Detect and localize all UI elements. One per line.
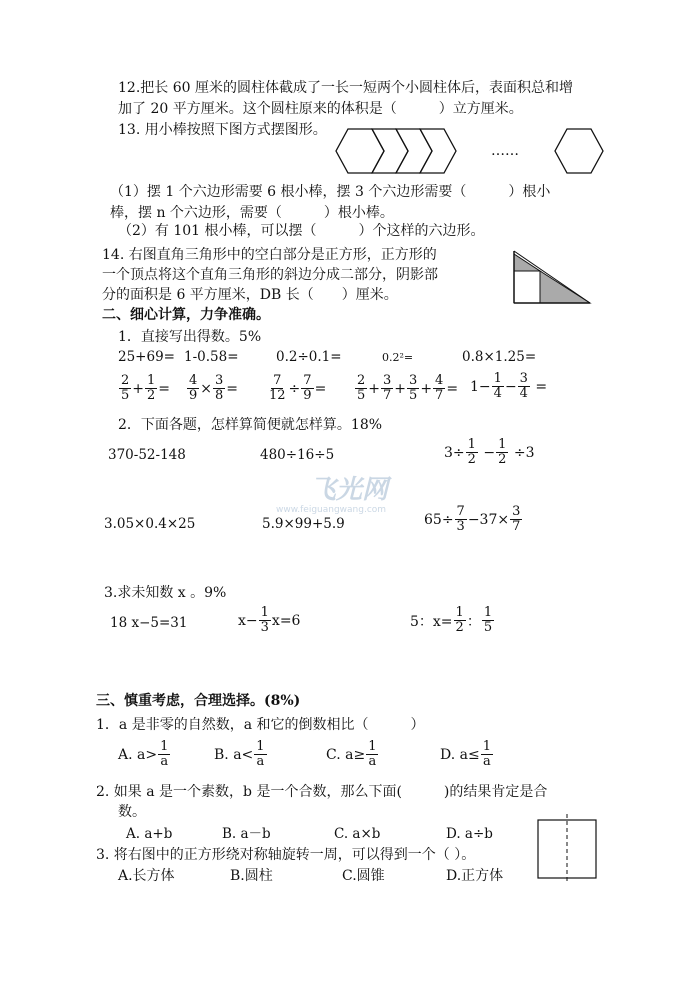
single-hexagon-figure bbox=[555, 128, 603, 174]
calc-row2-c: $\frac{7}{12}$ ÷ $\frac{7}{9}$ = bbox=[269, 373, 327, 403]
q12-line2: 加了 20 平方厘米。这个圆柱原来的体积是（ ）立方厘米。 bbox=[118, 101, 523, 117]
section2-part1: 1．直接写出得数。5% bbox=[118, 329, 262, 345]
equation-2: x− $\frac{1}{3}$ x=6 bbox=[238, 605, 301, 635]
choice-q3-option-b: B.圆柱 bbox=[230, 868, 273, 884]
choice-q2-line1: 2. 如果 a 是一个素数，b 是一个合数，那么下面( )的结果肯定是合 bbox=[96, 784, 548, 800]
feiguangwang-watermark-logo bbox=[270, 468, 430, 518]
simplify-4: 3.05×0.4×25 bbox=[104, 516, 196, 532]
choice-q2-option-d: D. a÷b bbox=[446, 826, 493, 842]
choice-q3-option-c: C.圆锥 bbox=[342, 868, 385, 884]
simplify-6: 65÷ $\frac{7}{3}$ −37× $\frac{3}{7}$ bbox=[424, 504, 521, 534]
calc-row2-b: $\frac{4}{9}$ × $\frac{3}{8}$ = bbox=[189, 373, 239, 403]
choice-q3-option-d: D.正方体 bbox=[446, 868, 504, 884]
section3-title: 三、慎重考虑，合理选择。(8%) bbox=[96, 693, 301, 709]
choice-q1-option-d: D. a≤ $\frac{1}{a}$ bbox=[440, 739, 491, 769]
calc-row1-c: 0.2÷0.1= bbox=[276, 349, 342, 365]
q13-part1-line2: 棒，摆 n 个六边形，需要（ ）根小棒。 bbox=[110, 205, 394, 221]
choice-q2-option-a: A. a+b bbox=[126, 826, 173, 842]
section2-part3: 3.求未知数 x 。9% bbox=[104, 585, 227, 601]
calc-row2-d: $\frac{2}{5}$ + $\frac{3}{7}$ + $\frac{3}{5}$ + $\frac{4}{7}$ = bbox=[357, 373, 459, 403]
simplify-1: 370-52-148 bbox=[108, 447, 186, 463]
choice-q1-option-c: C. a≥ $\frac{1}{a}$ bbox=[326, 739, 377, 769]
simplify-2: 480÷16÷5 bbox=[260, 447, 335, 463]
simplify-3: 3÷ $\frac{1}{2}$ − $\frac{1}{2}$ ÷3 bbox=[444, 437, 535, 467]
calc-row2-a: $\frac{2}{5}$ + $\frac{1}{2}$ = bbox=[121, 373, 171, 403]
equation-1: 18 x−5=31 bbox=[110, 615, 188, 631]
q14-line3: 分的面积是 6 平方厘米，DB 长（ ）厘米。 bbox=[102, 287, 398, 303]
choice-q1-option-b: B. a< $\frac{1}{a}$ bbox=[214, 739, 265, 769]
section2-title: 二、细心计算，力争准确。 bbox=[102, 307, 270, 323]
calc-row1-b: 1-0.58= bbox=[184, 349, 239, 365]
square-with-axis-figure bbox=[537, 814, 599, 882]
q13-part1-line1: （1）摆 1 个六边形需要 6 根小棒，摆 3 个六边形需要（ ）根小 bbox=[110, 184, 551, 200]
q13-dots: …… bbox=[491, 143, 519, 159]
choice-q1-option-a: A. a> $\frac{1}{a}$ bbox=[118, 739, 169, 769]
calc-row1-d: 0.2²= bbox=[382, 351, 414, 364]
simplify-5: 5.9×99+5.9 bbox=[262, 516, 345, 532]
q13-title: 13. 用小棒按照下图方式摆图形。 bbox=[118, 122, 327, 138]
choice-q2-option-b: B. a－b bbox=[222, 826, 271, 842]
calc-row1-a: 25+69= bbox=[118, 349, 175, 365]
q12-line1: 12.把长 60 厘米的圆柱体截成了一长一短两个小圆柱体后，表面积总和增 bbox=[118, 80, 573, 96]
equation-3: 5：x= $\frac{1}{2}$ ： $\frac{1}{5}$ bbox=[410, 605, 493, 635]
hexagon-chain-figure bbox=[336, 128, 481, 174]
svg-text:飞光网: 飞光网 bbox=[310, 475, 389, 505]
section2-part2: 2．下面各题，怎样算简便就怎样算。18% bbox=[118, 417, 383, 433]
choice-q3-option-a: A.长方体 bbox=[118, 868, 175, 884]
choice-q2-option-c: C. a×b bbox=[334, 826, 381, 842]
choice-q2-line2: 数。 bbox=[118, 804, 146, 820]
q13-part2: （2）有 101 根小棒，可以摆（ ）个这样的六边形。 bbox=[118, 223, 485, 239]
calc-row1-e: 0.8×1.25= bbox=[462, 349, 537, 365]
calc-row2-e: 1 − $\frac{1}{4}$ − $\frac{3}{4}$ = bbox=[470, 371, 548, 401]
right-triangle-figure bbox=[510, 247, 592, 305]
q14-line1: 14. 右图直角三角形中的空白部分是正方形，正方形的 bbox=[102, 247, 437, 263]
choice-q3: 3. 将右图中的正方形绕对称轴旋转一周，可以得到一个（ ）。 bbox=[96, 847, 476, 863]
svg-text:www.feiguangwang.com: www.feiguangwang.com bbox=[276, 505, 387, 515]
q14-line2: 一个顶点将这个直角三角形的斜边分成二部分，阴影部 bbox=[102, 267, 438, 283]
choice-q1: 1．a 是非零的自然数，a 和它的倒数相比（ ） bbox=[96, 717, 425, 733]
